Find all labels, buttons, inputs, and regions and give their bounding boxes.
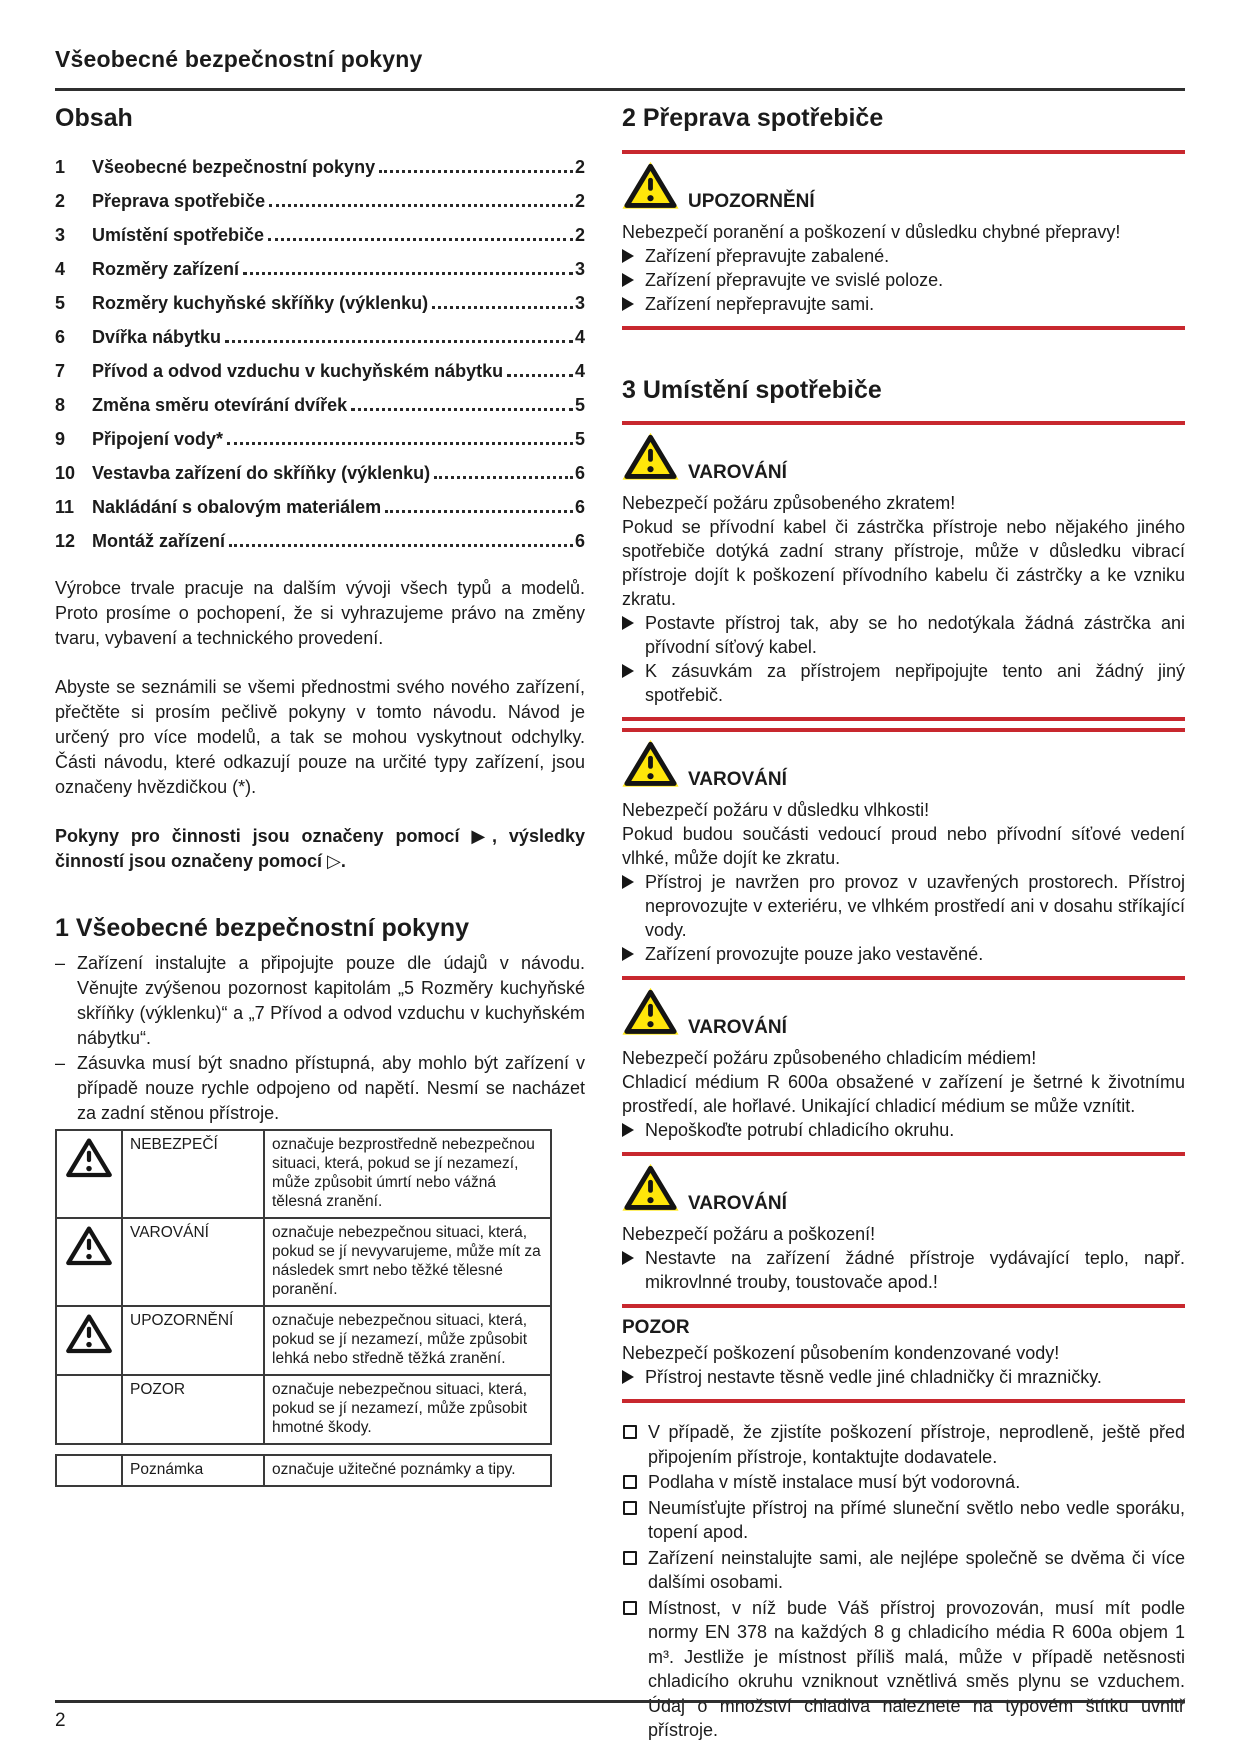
- header-divider: [55, 88, 1185, 91]
- action-arrow-icon: [622, 616, 634, 630]
- table-cell-icon: [56, 1375, 122, 1444]
- toc-item-number: 9: [55, 429, 66, 449]
- warning-triangle-icon: [622, 1162, 679, 1212]
- section3-warnings: [622, 421, 1185, 1403]
- warning-triangle-icon: [64, 1311, 114, 1355]
- action-arrow-icon: [622, 297, 634, 311]
- table-cell-label: NEBEZPEČÍ: [122, 1130, 264, 1218]
- toc-item: [55, 361, 585, 382]
- warning-level-label: VAROVÁNÍ: [688, 1193, 787, 1214]
- action-text: Nestavte na zařízení žádné přístroje vydávající teplo, např. mikrovlnné trouby, toustovače apod.!: [645, 1248, 1185, 1292]
- table-cell-icon: [56, 1218, 122, 1306]
- toc-item: [55, 225, 585, 246]
- toc-item-page: 5: [574, 429, 585, 449]
- toc-leader-dots: [385, 510, 573, 513]
- toc-item: [55, 157, 585, 178]
- warning-triangle-icon: [622, 160, 679, 215]
- action-instruction: [622, 292, 1185, 316]
- warning-triangle-icon: [622, 986, 679, 1036]
- toc-item-label: Připojení vody*: [92, 429, 224, 449]
- toc-item-number: 6: [55, 327, 66, 347]
- action-text: Zařízení nepřepravujte sami.: [645, 294, 875, 314]
- action-text: Zařízení provozujte pouze jako vestavěné.: [645, 944, 984, 964]
- toc-leader-dots: [269, 204, 573, 207]
- installation-checklist: [622, 1420, 1185, 1743]
- checkbox-square-icon: [623, 1475, 637, 1489]
- toc-item-page: 6: [574, 497, 585, 517]
- warning-triangle-icon: [64, 1223, 114, 1267]
- action-text: Přístroj nestavte těsně vedle jiné chladničky či mrazničky.: [645, 1367, 1102, 1387]
- action-arrow-icon: [622, 273, 634, 287]
- warning-triangle-icon: [622, 160, 679, 210]
- warning-hazard-text: Nebezpečí požáru způsobeného zkratem!: [622, 493, 956, 513]
- toc-item-number: 7: [55, 361, 66, 381]
- action-text: K zásuvkám za přístrojem nepřipojujte tento ani žádný jiný spotřebič.: [645, 661, 1185, 705]
- table-cell-description: označuje nebezpečnou situaci, která, pokud se jí nevyvarujeme, může mít za následek smrt nebo těžké tělesné poranění.: [264, 1218, 551, 1306]
- red-divider: [622, 1399, 1185, 1403]
- table-row: [56, 1455, 551, 1486]
- warning-header: [622, 160, 1185, 215]
- warning-header: [622, 431, 1185, 486]
- warning-header: [622, 1162, 1185, 1217]
- section2-warnings: [622, 150, 1185, 330]
- toc-title: Obsah: [55, 104, 133, 132]
- checklist-item: [622, 1546, 1185, 1595]
- table-cell-label: Poznámka: [122, 1455, 264, 1486]
- action-arrow-icon: [622, 875, 634, 889]
- toc-item-label: Dvířka nábytku: [92, 327, 222, 347]
- toc-item: [55, 395, 585, 416]
- checkbox-square-icon: [623, 1551, 637, 1565]
- action-text: Přístroj je navržen pro provoz v uzavřených prostorech. Přístroj neprovozujte v exteriéru, ve vlhkém prostředí ani v dosahu stříkající vody.: [645, 872, 1185, 940]
- action-instruction: [622, 244, 1185, 268]
- page-footer: [55, 1700, 1185, 1732]
- warning-triangle-icon: [622, 431, 679, 486]
- toc-item: [55, 327, 585, 348]
- warning-hazard-text: Nebezpečí požáru v důsledku vlhkosti!: [622, 800, 930, 820]
- toc-item-page: 3: [574, 259, 585, 279]
- toc-item-number: 11: [55, 497, 75, 517]
- toc-item-page: 2: [574, 225, 585, 245]
- warning-triangle-icon: [622, 1162, 679, 1217]
- list-item: [55, 1051, 585, 1126]
- dash-bullet: –: [55, 953, 66, 973]
- checkbox-square-icon: [623, 1501, 637, 1515]
- warning-level-label: POZOR: [622, 1317, 690, 1338]
- table-cell-icon: [56, 1306, 122, 1375]
- red-divider: [622, 326, 1185, 330]
- warning-level-label: UPOZORNĚNÍ: [688, 191, 815, 212]
- warning-block: [622, 1156, 1185, 1304]
- warning-triangle-icon: [622, 738, 679, 793]
- toc-leader-dots: [507, 374, 573, 377]
- table-of-contents: [55, 157, 585, 552]
- warning-level-label: VAROVÁNÍ: [688, 1017, 787, 1038]
- toc-item-number: 2: [55, 191, 66, 211]
- section3-heading: 3 Umístění spotřebiče: [622, 376, 882, 404]
- toc-item-label: Změna směru otevírání dvířek: [92, 395, 348, 415]
- warning-level-label: VAROVÁNÍ: [688, 769, 787, 790]
- checklist-item-text: Podlaha v místě instalace musí být vodorovná.: [648, 1472, 1021, 1492]
- toc-item-label: Rozměry kuchyňské skříňky (výklenku): [92, 293, 429, 313]
- warning-triangle-icon: [622, 986, 679, 1041]
- action-instruction: [622, 611, 1185, 659]
- list-item-text: Zásuvka musí být snadno přístupná, aby mohlo být zařízení v případě nouze rychle odpojeno od napětí. Nesmí se nacházet za zadní stěnou přístroje.: [77, 1053, 585, 1123]
- warning-header: [622, 738, 1185, 793]
- checkbox-square-icon: [623, 1425, 637, 1439]
- section1-heading: 1 Všeobecné bezpečnostní pokyny: [55, 914, 470, 942]
- table-cell-description: označuje užitečné poznámky a tipy.: [264, 1455, 551, 1486]
- warning-body-text: Chladicí médium R 600a obsažené v zařízení je šetrné k životnímu prostředí, ale hořlavé. Unikající chladicí médium se může vznítit.: [622, 1072, 1185, 1116]
- intro-paragraph-2: Abyste se seznámili se všemi přednostmi svého nového zařízení, přečtěte si prosím pečlivě pokyny v tomto návodu. Návod je určený pro více modelů, a tak se mohou vyskytnout odchylky. Části návodu, které odkazují pouze na určité typy zařízení, jsou označeny hvězdičkou (*).: [55, 677, 585, 797]
- two-column-layout: [0, 102, 1240, 1744]
- toc-item-label: Přeprava spotřebiče: [92, 191, 266, 211]
- rule-gap: [622, 721, 1185, 728]
- page-number: 2: [55, 1710, 66, 1731]
- table-cell-label: UPOZORNĚNÍ: [122, 1306, 264, 1375]
- list-item: [55, 951, 585, 1051]
- warning-triangle-icon: [64, 1135, 114, 1179]
- warning-header: [622, 986, 1185, 1041]
- toc-item-label: Rozměry zařízení: [92, 259, 240, 279]
- toc-leader-dots: [434, 476, 573, 479]
- right-column: [622, 102, 1185, 1744]
- toc-item-number: 12: [55, 531, 76, 551]
- warning-triangle-icon: [622, 738, 679, 788]
- toc-leader-dots: [379, 170, 573, 173]
- warning-body-text: Pokud se přívodní kabel či zástrčka přístroje nebo nějakého jiného spotřebiče dotýká zadní strany přístroje, může v důsledku vibrací přístroje dojít k poškození přívodního kabelu či zástrčky a ke vzniku zkratu.: [622, 517, 1185, 609]
- table-row: [56, 1218, 551, 1306]
- toc-item-number: 10: [55, 463, 76, 483]
- toc-item-page: 6: [574, 531, 585, 551]
- table-row: [56, 1306, 551, 1375]
- table-cell-label: POZOR: [122, 1375, 264, 1444]
- section2-heading: 2 Přeprava spotřebiče: [622, 104, 884, 132]
- toc-item-page: 3: [574, 293, 585, 313]
- intro-paragraph-1: Výrobce trvale pracuje na dalším vývoji všech typů a modelů. Proto prosíme o pochopení, že si vyhrazujeme právo na změny tvaru, vybavení a technického provedení.: [55, 578, 585, 648]
- action-instruction: [622, 870, 1185, 942]
- toc-item-number: 5: [55, 293, 66, 313]
- action-text: Zařízení přepravujte ve svislé poloze.: [645, 270, 944, 290]
- toc-item-label: Přívod a odvod vzduchu v kuchyňském nábytku: [92, 361, 504, 381]
- action-arrow-icon: [622, 1251, 634, 1265]
- warning-triangle-icon: [622, 431, 679, 481]
- toc-leader-dots: [243, 272, 573, 275]
- warning-body-text: Pokud budou součásti vedoucí proud nebo přívodní síťové vedení vlhké, může dojít ke zkratu.: [622, 824, 1185, 868]
- toc-item: [55, 429, 585, 450]
- checklist-item-text: Neumísťujte přístroj na přímé sluneční světlo nebo vedle sporáku, topení apod.: [648, 1497, 1185, 1542]
- action-text: Nepoškoďte potrubí chladicího okruhu.: [645, 1120, 955, 1140]
- table-cell-description: označuje nebezpečnou situaci, která, pokud se jí nezamezí, může způsobit hmotné škody.: [264, 1375, 551, 1444]
- table-row: [56, 1130, 551, 1218]
- toc-item-label: Všeobecné bezpečnostní pokyny: [92, 157, 376, 177]
- toc-leader-dots: [351, 408, 573, 411]
- action-instruction: [622, 942, 1185, 966]
- toc-item-page: 4: [574, 327, 585, 347]
- checkbox-square-icon: [623, 1601, 637, 1615]
- toc-leader-dots: [229, 544, 573, 547]
- action-arrow-icon: [622, 1123, 634, 1137]
- warning-block: [622, 732, 1185, 976]
- checklist-item-text: V případě, že zjistíte poškození přístroje, neprodleně, ještě před připojením přístroje, kontaktujte dodavatele.: [648, 1422, 1185, 1467]
- action-instruction: [622, 659, 1185, 707]
- note-table: [55, 1454, 552, 1487]
- table-cell-description: označuje bezprostředně nebezpečnou situaci, která, pokud se jí nezamezí, může způsobit úmrtí nebo vážná tělesná zranění.: [264, 1130, 551, 1218]
- checklist-item-text: Místnost, v níž bude Váš přístroj provozován, musí mít podle normy EN 378 na každých 8 g chladicího média R 600a objem 1 m³. Jestliže je místnost příliš malá, může v případě netěsnosti chladicího okruhu vzniknout vznětlivá směs plynu se vzduchem. Údaj o množství chladiva naleznete na typovém štítku uvnitř přístroje.: [648, 1597, 1185, 1740]
- warning-level-label: VAROVÁNÍ: [688, 462, 787, 483]
- action-text: Zařízení přepravujte zabalené.: [645, 246, 890, 266]
- section1-bullet-list: [55, 951, 585, 1126]
- checklist-item: [622, 1420, 1185, 1469]
- toc-item-page: 2: [574, 157, 585, 177]
- action-arrow-icon: [622, 1370, 634, 1384]
- left-column: [55, 102, 585, 1744]
- action-instruction: [622, 1246, 1185, 1294]
- toc-item-page: 4: [574, 361, 585, 381]
- toc-item-number: 1: [55, 157, 66, 177]
- toc-item-label: Vestavba zařízení do skříňky (výklenku): [92, 463, 431, 483]
- toc-item: [55, 191, 585, 212]
- toc-leader-dots: [225, 340, 573, 343]
- page-title: Všeobecné bezpečnostní pokyny: [55, 46, 423, 72]
- symbols-note: Pokyny pro činnosti jsou označeny pomocí ▶, výsledky činností jsou označeny pomocí ▷.: [55, 826, 585, 871]
- checklist-item-text: Zařízení neinstalujte sami, ale nejlépe společně se dvěma či více dalšími osobami.: [648, 1547, 1185, 1592]
- warning-block: [622, 980, 1185, 1152]
- signal-words-table: [55, 1129, 552, 1445]
- toc-item-page: 5: [574, 395, 585, 415]
- toc-item-page: 6: [574, 463, 585, 483]
- table-cell-description: označuje nebezpečnou situaci, která, pokud se jí nezamezí, může způsobit lehká nebo středně těžká zranění.: [264, 1306, 551, 1375]
- action-text: Postavte přístroj tak, aby se ho nedotýkala žádná zástrčka ani přívodní síťový kabel.: [645, 613, 1185, 657]
- toc-item-number: 3: [55, 225, 66, 245]
- action-instruction: [622, 1118, 1185, 1142]
- action-arrow-icon: [622, 664, 634, 678]
- action-instruction: [622, 1365, 1185, 1389]
- toc-item: [55, 531, 585, 552]
- toc-item: [55, 259, 585, 280]
- toc-leader-dots: [227, 442, 573, 445]
- toc-item-number: 4: [55, 259, 66, 279]
- warning-hazard-text: Nebezpečí poranění a poškození v důsledku chybné přepravy!: [622, 222, 1121, 242]
- table-cell-icon: [56, 1130, 122, 1218]
- warning-block: [622, 1308, 1185, 1399]
- toc-item-number: 8: [55, 395, 66, 415]
- warning-hazard-text: Nebezpečí požáru způsobeného chladicím médiem!: [622, 1048, 1037, 1068]
- toc-item-label: Umístění spotřebiče: [92, 225, 265, 245]
- toc-item-label: Montáž zařízení: [92, 531, 226, 551]
- toc-leader-dots: [432, 306, 573, 309]
- toc-leader-dots: [268, 238, 573, 241]
- toc-item-label: Nakládání s obalovým materiálem: [92, 497, 382, 517]
- table-cell-icon: [56, 1455, 122, 1486]
- warning-hazard-text: Nebezpečí požáru a poškození!: [622, 1224, 876, 1244]
- table-row: [56, 1375, 551, 1444]
- list-item-text: Zařízení instalujte a připojujte pouze dle údajů v návodu. Věnujte zvýšenou pozornost kapitolám „5 Rozměry kuchyňské skříňky (výklenku)“ a „7 Přívod a odvod vzduchu v kuchyňském nábytku“.: [77, 953, 585, 1048]
- toc-item: [55, 293, 585, 314]
- warning-triangle-icon: [64, 1135, 114, 1179]
- page-header: [0, 0, 1240, 91]
- warning-triangle-icon: [64, 1223, 114, 1267]
- checklist-item: [622, 1470, 1185, 1495]
- warning-block: [622, 425, 1185, 717]
- toc-item-page: 2: [574, 191, 585, 211]
- action-arrow-icon: [622, 947, 634, 961]
- warning-triangle-icon: [64, 1311, 114, 1355]
- warning-hazard-text: Nebezpečí poškození působením kondenzované vody!: [622, 1343, 1060, 1363]
- toc-item: [55, 463, 585, 484]
- action-arrow-icon: [622, 249, 634, 263]
- toc-item: [55, 497, 585, 518]
- action-instruction: [622, 268, 1185, 292]
- dash-bullet: –: [55, 1053, 66, 1073]
- checklist-item: [622, 1496, 1185, 1545]
- table-cell-label: VAROVÁNÍ: [122, 1218, 264, 1306]
- warning-block: [622, 154, 1185, 326]
